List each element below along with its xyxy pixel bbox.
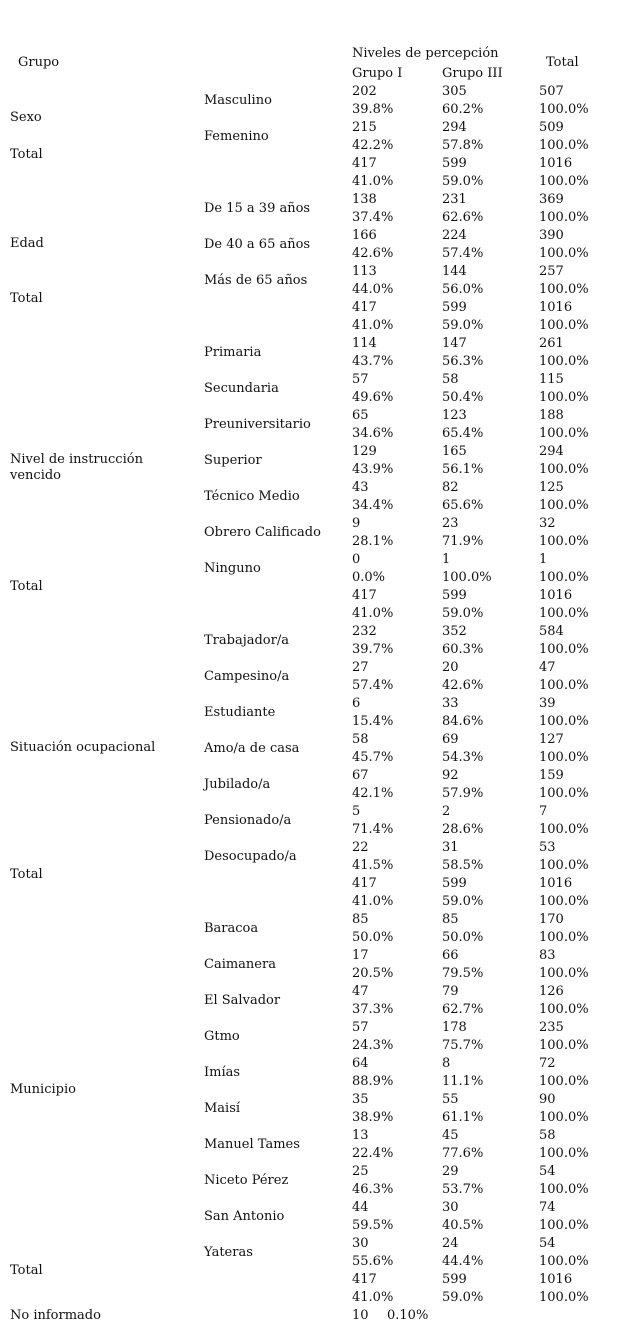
cell-total-percent: 100.0% bbox=[539, 1182, 589, 1197]
cell-grupo-iii-percent: 50.0% bbox=[442, 930, 484, 945]
cell-grupo-iii-count: 92 bbox=[442, 768, 459, 783]
category-label: Campesino/a bbox=[204, 669, 290, 684]
cell-grupo-iii-count: 144 bbox=[442, 264, 467, 279]
cell-total-percent: 100.0% bbox=[539, 1146, 589, 1161]
cell-grupo-i-percent: 49.6% bbox=[352, 390, 394, 405]
total-grupo-iii-percent: 59.0% bbox=[442, 1290, 484, 1305]
cell-total-percent: 100.0% bbox=[539, 1110, 589, 1125]
cell-grupo-iii-count: 1 bbox=[442, 552, 451, 567]
category-label: Preuniversitario bbox=[204, 417, 311, 432]
cell-grupo-i-percent: 15.4% bbox=[352, 714, 394, 729]
cell-grupo-iii-percent: 100.0% bbox=[442, 570, 492, 585]
cell-grupo-iii-count: 29 bbox=[442, 1164, 459, 1179]
cell-grupo-i-percent: 28.1% bbox=[352, 534, 394, 549]
cell-grupo-iii-count: 123 bbox=[442, 408, 467, 423]
category-label: Ninguno bbox=[204, 561, 261, 576]
cell-total-percent: 100.0% bbox=[539, 426, 589, 441]
cell-grupo-i-percent: 42.1% bbox=[352, 786, 394, 801]
group-label: Municipio bbox=[10, 1082, 76, 1097]
cell-grupo-i-count: 22 bbox=[352, 840, 369, 855]
cell-total-percent: 100.0% bbox=[539, 930, 589, 945]
cell-grupo-i-count: 85 bbox=[352, 912, 369, 927]
cell-grupo-iii-percent: 58.5% bbox=[442, 858, 484, 873]
cell-grupo-iii-percent: 61.1% bbox=[442, 1110, 484, 1125]
cell-grupo-iii-percent: 75.7% bbox=[442, 1038, 484, 1053]
cell-grupo-iii-count: 2 bbox=[442, 804, 451, 819]
total-label: Total bbox=[10, 579, 43, 594]
cell-grupo-iii-count: 294 bbox=[442, 120, 467, 135]
category-label: Más de 65 años bbox=[204, 273, 308, 288]
group-label: Sexo bbox=[10, 110, 42, 125]
cell-total-count: 159 bbox=[539, 768, 564, 783]
cell-total-percent: 100.0% bbox=[539, 1218, 589, 1233]
category-label: Niceto Pérez bbox=[204, 1173, 289, 1188]
cell-total-percent: 100.0% bbox=[539, 354, 589, 369]
cell-total-percent: 100.0% bbox=[539, 642, 589, 657]
cell-grupo-i-count: 17 bbox=[352, 948, 369, 963]
total-grupo-i-count: 417 bbox=[352, 1272, 377, 1287]
cell-grupo-iii-count: 305 bbox=[442, 84, 467, 99]
cell-total-percent: 100.0% bbox=[539, 534, 589, 549]
cell-total-percent: 100.0% bbox=[539, 858, 589, 873]
cell-grupo-i-count: 35 bbox=[352, 1092, 369, 1107]
category-label: Primaria bbox=[204, 345, 262, 360]
cell-total-count: 126 bbox=[539, 984, 564, 999]
cell-grupo-iii-percent: 62.7% bbox=[442, 1002, 484, 1017]
total-grupo-i-percent: 41.0% bbox=[352, 894, 394, 909]
total-grupo-iii-count: 599 bbox=[442, 876, 467, 891]
category-label: Maisí bbox=[204, 1101, 241, 1116]
cell-grupo-iii-count: 55 bbox=[442, 1092, 459, 1107]
cell-total-percent: 100.0% bbox=[539, 210, 589, 225]
cell-grupo-i-percent: 0.0% bbox=[352, 570, 386, 585]
cell-grupo-i-count: 113 bbox=[352, 264, 377, 279]
cell-grupo-iii-percent: 60.3% bbox=[442, 642, 484, 657]
cell-grupo-iii-percent: 84.6% bbox=[442, 714, 484, 729]
category-label: Femenino bbox=[204, 129, 269, 144]
cell-grupo-i-count: 138 bbox=[352, 192, 377, 207]
cell-total-count: 294 bbox=[539, 444, 564, 459]
cell-grupo-i-count: 232 bbox=[352, 624, 377, 639]
cell-grupo-iii-percent: 56.0% bbox=[442, 282, 484, 297]
cell-total-count: 257 bbox=[539, 264, 564, 279]
cell-grupo-iii-percent: 71.9% bbox=[442, 534, 484, 549]
cell-total-count: 507 bbox=[539, 84, 564, 99]
cell-total-percent: 100.0% bbox=[539, 282, 589, 297]
group-label: Edad bbox=[10, 236, 44, 251]
cell-total-count: 509 bbox=[539, 120, 564, 135]
total-grupo-i-count: 417 bbox=[352, 588, 377, 603]
category-label: Técnico Medio bbox=[204, 489, 300, 504]
no-informado-percent: 0.10% bbox=[387, 1308, 429, 1323]
cell-total-percent: 100.0% bbox=[539, 462, 589, 477]
cell-total-percent: 100.0% bbox=[539, 966, 589, 981]
cell-grupo-iii-count: 69 bbox=[442, 732, 459, 747]
category-label: Jubilado/a bbox=[204, 777, 271, 792]
cell-total-count: 47 bbox=[539, 660, 556, 675]
category-label: Obrero Calificado bbox=[204, 525, 321, 540]
cell-grupo-iii-percent: 42.6% bbox=[442, 678, 484, 693]
total-grupo-iii-count: 599 bbox=[442, 588, 467, 603]
cell-grupo-i-percent: 39.8% bbox=[352, 102, 394, 117]
category-label: De 15 a 39 años bbox=[204, 201, 311, 216]
cell-grupo-i-count: 114 bbox=[352, 336, 377, 351]
category-label: Amo/a de casa bbox=[204, 741, 300, 756]
cell-total-count: 90 bbox=[539, 1092, 556, 1107]
cell-total-count: 390 bbox=[539, 228, 564, 243]
cell-grupo-iii-count: 352 bbox=[442, 624, 467, 639]
cell-total-count: 188 bbox=[539, 408, 564, 423]
cell-grupo-i-count: 13 bbox=[352, 1128, 369, 1143]
cell-grupo-i-percent: 37.3% bbox=[352, 1002, 394, 1017]
cell-grupo-iii-count: 30 bbox=[442, 1200, 459, 1215]
cell-total-count: 369 bbox=[539, 192, 564, 207]
cell-total-count: 235 bbox=[539, 1020, 564, 1035]
total-grupo-i-percent: 41.0% bbox=[352, 1290, 394, 1305]
cell-grupo-iii-count: 147 bbox=[442, 336, 467, 351]
cell-grupo-i-percent: 43.9% bbox=[352, 462, 394, 477]
cell-grupo-i-count: 129 bbox=[352, 444, 377, 459]
cell-grupo-i-percent: 71.4% bbox=[352, 822, 394, 837]
cell-total-percent: 100.0% bbox=[539, 750, 589, 765]
cell-grupo-i-percent: 42.6% bbox=[352, 246, 394, 261]
category-label: Trabajador/a bbox=[204, 633, 289, 648]
category-label: Superior bbox=[204, 453, 262, 468]
total-grupo-i-percent: 41.0% bbox=[352, 606, 394, 621]
cell-grupo-i-count: 58 bbox=[352, 732, 369, 747]
group-label: Nivel de instrucción vencido bbox=[10, 452, 143, 483]
cell-grupo-i-percent: 24.3% bbox=[352, 1038, 394, 1053]
cell-grupo-iii-percent: 57.8% bbox=[442, 138, 484, 153]
total-grupo-iii-count: 599 bbox=[442, 300, 467, 315]
cell-grupo-i-count: 47 bbox=[352, 984, 369, 999]
cell-total-percent: 100.0% bbox=[539, 1074, 589, 1089]
total-total-count: 1016 bbox=[539, 1272, 573, 1287]
cell-grupo-i-percent: 20.5% bbox=[352, 966, 394, 981]
cell-grupo-i-percent: 22.4% bbox=[352, 1146, 394, 1161]
cell-total-percent: 100.0% bbox=[539, 138, 589, 153]
cell-total-count: 584 bbox=[539, 624, 564, 639]
cell-total-count: 127 bbox=[539, 732, 564, 747]
cell-grupo-iii-percent: 50.4% bbox=[442, 390, 484, 405]
cell-grupo-i-count: 64 bbox=[352, 1056, 369, 1071]
category-label: Gtmo bbox=[204, 1029, 240, 1044]
total-total-percent: 100.0% bbox=[539, 318, 589, 333]
cell-total-count: 125 bbox=[539, 480, 564, 495]
category-label: Yateras bbox=[204, 1245, 253, 1260]
cell-grupo-iii-count: 224 bbox=[442, 228, 467, 243]
cell-grupo-iii-count: 33 bbox=[442, 696, 459, 711]
total-grupo-iii-percent: 59.0% bbox=[442, 606, 484, 621]
cell-grupo-iii-count: 8 bbox=[442, 1056, 451, 1071]
cell-grupo-iii-count: 23 bbox=[442, 516, 459, 531]
cell-total-percent: 100.0% bbox=[539, 498, 589, 513]
cell-grupo-i-count: 25 bbox=[352, 1164, 369, 1179]
cell-grupo-i-percent: 45.7% bbox=[352, 750, 394, 765]
no-informado-count: 10 bbox=[352, 1308, 369, 1323]
total-label: Total bbox=[10, 291, 43, 306]
no-informado-label: No informado bbox=[10, 1308, 101, 1323]
total-grupo-i-percent: 41.0% bbox=[352, 318, 394, 333]
cell-grupo-i-percent: 42.2% bbox=[352, 138, 394, 153]
cell-grupo-iii-count: 24 bbox=[442, 1236, 459, 1251]
cell-grupo-i-count: 5 bbox=[352, 804, 361, 819]
cell-grupo-iii-count: 66 bbox=[442, 948, 459, 963]
total-grupo-i-count: 417 bbox=[352, 156, 377, 171]
cell-total-percent: 100.0% bbox=[539, 1254, 589, 1269]
cell-total-count: 7 bbox=[539, 804, 548, 819]
category-label: Baracoa bbox=[204, 921, 259, 936]
category-label: Manuel Tames bbox=[204, 1137, 300, 1152]
cell-grupo-i-percent: 43.7% bbox=[352, 354, 394, 369]
cell-grupo-iii-count: 79 bbox=[442, 984, 459, 999]
cell-total-count: 32 bbox=[539, 516, 556, 531]
total-grupo-i-count: 417 bbox=[352, 876, 377, 891]
cell-grupo-i-percent: 88.9% bbox=[352, 1074, 394, 1089]
cell-grupo-i-count: 202 bbox=[352, 84, 377, 99]
total-total-percent: 100.0% bbox=[539, 894, 589, 909]
cell-grupo-iii-count: 45 bbox=[442, 1128, 459, 1143]
cell-grupo-i-percent: 59.5% bbox=[352, 1218, 394, 1233]
cell-grupo-i-count: 0 bbox=[352, 552, 361, 567]
cell-grupo-iii-count: 20 bbox=[442, 660, 459, 675]
total-grupo-iii-count: 599 bbox=[442, 1272, 467, 1287]
cell-grupo-i-percent: 39.7% bbox=[352, 642, 394, 657]
cell-total-count: 39 bbox=[539, 696, 556, 711]
total-total-percent: 100.0% bbox=[539, 606, 589, 621]
cell-grupo-iii-percent: 60.2% bbox=[442, 102, 484, 117]
cell-grupo-iii-count: 85 bbox=[442, 912, 459, 927]
cell-grupo-i-count: 30 bbox=[352, 1236, 369, 1251]
total-label: Total bbox=[10, 867, 43, 882]
header-grupo-i: Grupo I bbox=[352, 66, 403, 81]
cell-grupo-i-count: 65 bbox=[352, 408, 369, 423]
cell-grupo-iii-percent: 56.1% bbox=[442, 462, 484, 477]
cell-total-percent: 100.0% bbox=[539, 1002, 589, 1017]
cell-total-count: 115 bbox=[539, 372, 564, 387]
cell-total-count: 53 bbox=[539, 840, 556, 855]
header-grupo-iii: Grupo III bbox=[442, 66, 503, 81]
cell-grupo-iii-count: 58 bbox=[442, 372, 459, 387]
cell-grupo-iii-percent: 65.6% bbox=[442, 498, 484, 513]
total-label: Total bbox=[10, 147, 43, 162]
cell-total-percent: 100.0% bbox=[539, 570, 589, 585]
category-label: Pensionado/a bbox=[204, 813, 292, 828]
cell-grupo-i-count: 67 bbox=[352, 768, 369, 783]
cell-grupo-i-count: 9 bbox=[352, 516, 361, 531]
category-label: De 40 a 65 años bbox=[204, 237, 311, 252]
cell-grupo-i-count: 166 bbox=[352, 228, 377, 243]
cell-grupo-i-count: 57 bbox=[352, 1020, 369, 1035]
cell-total-percent: 100.0% bbox=[539, 786, 589, 801]
category-label: Masculino bbox=[204, 93, 272, 108]
cell-grupo-i-percent: 55.6% bbox=[352, 1254, 394, 1269]
cell-grupo-iii-count: 165 bbox=[442, 444, 467, 459]
cell-total-count: 58 bbox=[539, 1128, 556, 1143]
category-label: Caimanera bbox=[204, 957, 276, 972]
cell-grupo-i-count: 6 bbox=[352, 696, 361, 711]
total-total-count: 1016 bbox=[539, 876, 573, 891]
cell-grupo-i-count: 44 bbox=[352, 1200, 369, 1215]
cell-total-count: 83 bbox=[539, 948, 556, 963]
cell-grupo-iii-percent: 65.4% bbox=[442, 426, 484, 441]
total-total-count: 1016 bbox=[539, 300, 573, 315]
cell-grupo-iii-percent: 79.5% bbox=[442, 966, 484, 981]
cell-grupo-i-percent: 46.3% bbox=[352, 1182, 394, 1197]
cell-total-percent: 100.0% bbox=[539, 1038, 589, 1053]
total-grupo-iii-percent: 59.0% bbox=[442, 318, 484, 333]
cell-grupo-iii-count: 82 bbox=[442, 480, 459, 495]
total-total-count: 1016 bbox=[539, 156, 573, 171]
cell-grupo-i-percent: 34.6% bbox=[352, 426, 394, 441]
cell-grupo-iii-percent: 62.6% bbox=[442, 210, 484, 225]
cell-grupo-iii-percent: 77.6% bbox=[442, 1146, 484, 1161]
cell-total-percent: 100.0% bbox=[539, 246, 589, 261]
cell-grupo-iii-percent: 28.6% bbox=[442, 822, 484, 837]
cell-grupo-iii-percent: 53.7% bbox=[442, 1182, 484, 1197]
category-label: Secundaria bbox=[204, 381, 279, 396]
header-grupo: Grupo bbox=[18, 55, 60, 70]
cell-grupo-i-percent: 57.4% bbox=[352, 678, 394, 693]
cell-total-count: 170 bbox=[539, 912, 564, 927]
cell-total-percent: 100.0% bbox=[539, 678, 589, 693]
cell-total-count: 74 bbox=[539, 1200, 556, 1215]
category-label: Imías bbox=[204, 1065, 241, 1080]
total-total-percent: 100.0% bbox=[539, 1290, 589, 1305]
category-label: Estudiante bbox=[204, 705, 276, 720]
cell-grupo-iii-percent: 57.9% bbox=[442, 786, 484, 801]
cell-total-count: 261 bbox=[539, 336, 564, 351]
total-total-percent: 100.0% bbox=[539, 174, 589, 189]
cell-grupo-i-count: 57 bbox=[352, 372, 369, 387]
group-label: Situación ocupacional bbox=[10, 740, 156, 755]
cell-grupo-i-percent: 37.4% bbox=[352, 210, 394, 225]
cell-grupo-i-count: 43 bbox=[352, 480, 369, 495]
total-label: Total bbox=[10, 1263, 43, 1278]
header-niveles: Niveles de percepción bbox=[352, 46, 499, 61]
total-grupo-i-count: 417 bbox=[352, 300, 377, 315]
cell-grupo-iii-percent: 44.4% bbox=[442, 1254, 484, 1269]
total-total-count: 1016 bbox=[539, 588, 573, 603]
cell-grupo-iii-percent: 54.3% bbox=[442, 750, 484, 765]
cell-total-count: 54 bbox=[539, 1236, 556, 1251]
cell-grupo-iii-percent: 40.5% bbox=[442, 1218, 484, 1233]
total-grupo-iii-count: 599 bbox=[442, 156, 467, 171]
cell-grupo-iii-count: 31 bbox=[442, 840, 459, 855]
cell-total-percent: 100.0% bbox=[539, 390, 589, 405]
cell-grupo-iii-count: 231 bbox=[442, 192, 467, 207]
cell-total-count: 54 bbox=[539, 1164, 556, 1179]
total-grupo-i-percent: 41.0% bbox=[352, 174, 394, 189]
cell-grupo-i-percent: 38.9% bbox=[352, 1110, 394, 1125]
cell-total-percent: 100.0% bbox=[539, 102, 589, 117]
cell-grupo-i-percent: 44.0% bbox=[352, 282, 394, 297]
total-grupo-iii-percent: 59.0% bbox=[442, 894, 484, 909]
total-grupo-iii-percent: 59.0% bbox=[442, 174, 484, 189]
cell-grupo-i-percent: 34.4% bbox=[352, 498, 394, 513]
cell-total-percent: 100.0% bbox=[539, 822, 589, 837]
category-label: San Antonio bbox=[204, 1209, 285, 1224]
category-label: Desocupado/a bbox=[204, 849, 297, 864]
cell-total-count: 72 bbox=[539, 1056, 556, 1071]
cell-grupo-iii-count: 178 bbox=[442, 1020, 467, 1035]
cell-grupo-iii-percent: 11.1% bbox=[442, 1074, 484, 1089]
cell-grupo-iii-percent: 57.4% bbox=[442, 246, 484, 261]
cell-grupo-i-percent: 50.0% bbox=[352, 930, 394, 945]
cell-grupo-iii-percent: 56.3% bbox=[442, 354, 484, 369]
cell-grupo-i-percent: 41.5% bbox=[352, 858, 394, 873]
header-total: Total bbox=[546, 55, 579, 70]
cell-grupo-i-count: 27 bbox=[352, 660, 369, 675]
cell-grupo-i-count: 215 bbox=[352, 120, 377, 135]
category-label: El Salvador bbox=[204, 993, 281, 1008]
cell-total-percent: 100.0% bbox=[539, 714, 589, 729]
cell-total-count: 1 bbox=[539, 552, 548, 567]
